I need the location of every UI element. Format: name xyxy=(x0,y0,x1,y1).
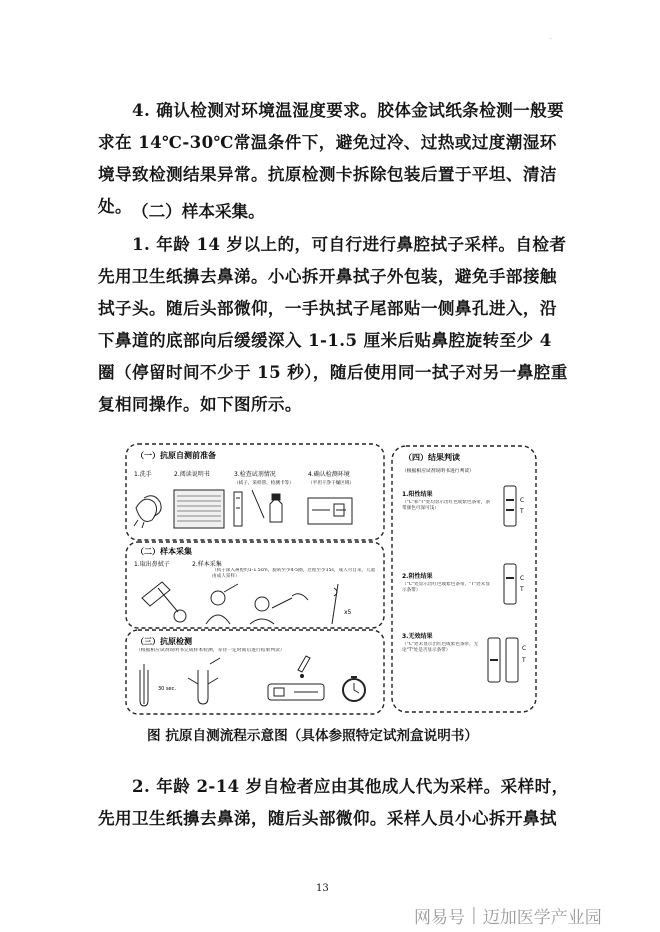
result-invalid-note: （"C"处未显示出红色或紫色条带，无论"T"处是否显示条带） xyxy=(402,642,479,653)
section-heading-sample-collection: （二）样本采集。 xyxy=(132,201,265,221)
section-1-title: （一）抗原自测前准备 xyxy=(136,451,216,460)
invalid-c-label: C xyxy=(522,645,527,652)
result-positive-note: （"C"和"T"处均显示出红色或紫色条带，条带颜色可深可浅） xyxy=(402,500,490,511)
invalid-t-label: T xyxy=(522,657,526,664)
section-4-title: （四）结果判读 xyxy=(404,453,460,462)
step-check-reagents: 3.检查试剂情况 xyxy=(234,471,276,478)
step-confirm-environment: 4.确认检测环境 xyxy=(308,471,350,478)
page-number: 13 xyxy=(316,883,329,894)
timer-icon xyxy=(343,677,365,701)
figure-caption: 图 抗原自测流程示意图（具体参照特定试剂盒说明书） xyxy=(147,728,478,744)
result-positive-title: 1.阳性结果 xyxy=(402,491,433,498)
result-invalid-title: 3.无效结果 xyxy=(402,633,433,640)
result-reading-note: （根据相应试剂说明书进行判读） xyxy=(402,469,474,474)
self-sampling-person-illustration xyxy=(206,584,238,624)
rotation-count-label: x5 xyxy=(344,609,352,616)
dropper-illustration xyxy=(298,656,310,678)
tube-with-swab-illustration xyxy=(140,664,148,706)
test-environment-illustration xyxy=(308,498,352,524)
result-negative-title: 2.阴性结果 xyxy=(402,573,433,580)
positive-strip-illustration xyxy=(504,486,516,526)
negative-strip-illustration xyxy=(504,564,516,604)
wash-hands-illustration xyxy=(134,496,161,528)
antigen-test-note: （根据相应试剂说明书完成样本检测，等待一定时间后进行结果判读） xyxy=(136,648,285,653)
negative-t-label: T xyxy=(520,586,524,593)
step-wash-hands: 1.洗手 xyxy=(134,471,152,478)
step-take-swab: 1.取出鼻拭子 xyxy=(134,561,170,568)
section-2-title: （二）样本采集 xyxy=(136,547,192,556)
section-3-title: （三）抗原检测 xyxy=(136,637,192,646)
test-card-illustration xyxy=(268,684,324,700)
swab-package-illustration xyxy=(142,582,186,622)
paragraph-environment: 4. 确认检测对环境温湿度要求。胶体金试纸条检测一般要求在 14℃-30℃常温条件下，避免过冷、过热或过度潮湿环境导致检测结果异常。抗原检测卡拆除包装后置于平坦、清洁处。 xyxy=(98,100,565,216)
positive-c-label: C xyxy=(520,497,525,504)
child-sampling-illustration xyxy=(250,594,308,624)
antigen-self-test-flow-diagram xyxy=(122,438,540,720)
note-check-reagents: （拭子、采样管、检测卡等） xyxy=(234,481,294,486)
manual-illustration xyxy=(174,490,224,528)
step-read-manual: 2.阅读说明书 xyxy=(174,471,210,478)
invalid-strips-illustration xyxy=(488,638,518,682)
watermark-account: 迈加医学产业园 xyxy=(482,907,602,928)
sample-collection-note: （拭子深入鼻腔约1-1.5cm，旋转至少4-5圈，过程至少15s，成人可自采，儿童由成人采样） xyxy=(212,568,376,579)
reagent-kit-illustration xyxy=(234,490,282,526)
step-collect-sample: 2.样本采集 xyxy=(192,561,222,568)
paragraph-self-sampling: 1. 年龄 14 岁以上的，可自行进行鼻腔拭子采样。自检者先用卫生纸擤去鼻涕。小心拆开鼻拭子外包装，避免手部接触拭子头。随后头部微仰，一手执拭子尾部贴一侧鼻孔进入，沿下鼻道的底部向后缓缓深入 1-1.5 厘米后贴鼻腔旋转至少 4 圈（停留时间不少于 15 秒），随后使用同一拭子对另一鼻腔重复相同操作。如下图所示。 xyxy=(98,234,568,414)
positive-t-label: T xyxy=(520,508,524,515)
corner-mark: · xyxy=(550,36,552,43)
note-confirm-environment: （平坦干净干燥区域） xyxy=(308,481,354,486)
squeeze-tube-illustration xyxy=(188,658,220,704)
wait-time-label: 30 sec. xyxy=(158,686,176,692)
paragraph-child-sampling: 2. 年龄 2-14 岁自检者应由其他成人代为采样。采样时，先用卫生纸擤去鼻涕，随后头部微仰。采样人员小心拆开鼻拭 xyxy=(98,776,569,828)
watermark-separator: | xyxy=(471,905,477,925)
result-negative-note: （"C"处显示出红色或紫色条带，"T"处未显示条带） xyxy=(402,582,490,593)
swab-rotation-illustration xyxy=(332,584,338,624)
watermark xyxy=(414,898,660,932)
watermark-brand: 网易号 xyxy=(414,907,465,928)
negative-c-label: C xyxy=(520,575,525,582)
